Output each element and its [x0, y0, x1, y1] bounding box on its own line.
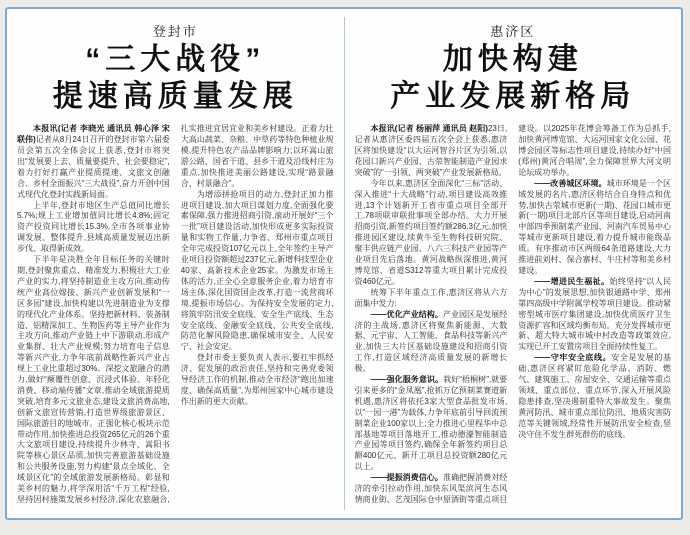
- paragraph-text: 上半年,登封市地区生产总值同比增长5.7%;规上工业增加值同比增长4.8%;固定资产投资同比增长15.3%,全市各项事业协调发展、整体提升,县域高质量发展迈出新步伐、取得新成效。: [17, 200, 170, 254]
- bullet-lead: ——强化服务意识。: [370, 375, 444, 385]
- paragraph: [355, 310, 508, 375]
- headline-huiji-line2: 产业发展新格局: [390, 79, 636, 113]
- paragraph-text: 准确把握消费对经济的牵引拉动作用,加快东风渠滨河生态风情商业街、艺茂国际仓中原酒街等重点项目建设。以2025年花博会筹备工作为总抓手,加快黄河博览馆、大运河国家文化公园、花博会园区等标志性项目建设,持续办好“中国(郑州)黄河合唱周”,全力保障世界大河文明论坛成功举办。: [354, 124, 671, 504]
- article-body-dengfeng: [17, 124, 334, 508]
- headline-dengfeng-line2: 提速高质量发展: [52, 79, 298, 113]
- bullet-lead: ——守牢安全底线。: [534, 353, 612, 363]
- paragraph-text: 今年以来,惠济区全面深化“三标”活动、深入推进“十大战略”行动,项目建设高效推进,13个计划新开工省市重点项目全部开工,78项联审联批事项全部办结。大力开展招商引资,新签约项目签约额286.3亿元,加快推进园区建设,续黄牛至生物科技研究院、聚丰供应链产业园、八六三科技产业园等产业项目先后落地。黄河战略纵深推进,黄河博览馆、省道S312等重大项目累计完成投资460亿元。: [354, 178, 508, 286]
- article-dengfeng: [7, 9, 344, 518]
- paragraph: [17, 201, 170, 256]
- newspaper-clipping: [5, 7, 683, 520]
- paragraph: [518, 179, 671, 277]
- paragraph-text: 统筹下半年重点工作,惠济区将从六方面集中发力:: [354, 287, 508, 308]
- kicker-huiji: 惠济区: [490, 24, 536, 39]
- paragraph-text: 登封市委主要负责人表示,要扛牢抓经济、促发展的政治责任,坚持和完善党委领导经济工作的机制,推动全市经济“跑出加速度、确保高质量”,为郑州国家中心城市建设作出新的更大贡献。: [180, 353, 334, 406]
- bullet-lead: ——优化产业结构。: [370, 309, 443, 319]
- paragraph: [17, 124, 170, 200]
- byline-lead: 本报讯(记者 李晓光 通讯员 韩心泽 宋联伟): [17, 124, 170, 145]
- kicker-dengfeng: 登封市: [152, 24, 198, 39]
- paragraph-text: 记者从8月24日召开的登封市第六届委员会第五次全体会议上获悉,登封市将突出“发展要上去、质量要提升、社会要稳定”,着力打好打赢产业提质提速、文旅文创融合、乡村全面振兴“三大战役”,奋力开创中国式现代化登封实践新局面。: [17, 135, 170, 199]
- paragraph-text: 安全是发展的基础,惠济区将紧盯危险化学品、消防、燃气、建筑施工、房屋安全、交通运输等重点领域、重点部位、重点环节,深入开展风险隐患排查,坚决遏制重特大事故发生。聚焦黄河防汛、城市重点部位防汛、地质灾害防范等关键领域,经常性开展防汛安全检查,坚决守住不发生群死群伤的底线。: [518, 353, 671, 439]
- paragraph: [181, 190, 334, 354]
- paragraph: [355, 124, 508, 179]
- headline-huiji: [355, 42, 672, 115]
- paragraph-text: 栽好“梧桐树”,就要引来更多的“金凤凰”,抢抓万亿预制菜赛道新机遇,惠济区将依托3家大型食品批发市场,以“一园一港”为载体,力争年底前引导回流预制菜企业100家以上;全力推进心里程华中总部基地等项目落地开工,推动德濠智能制造产业园等项目签约,确保全年新签约项目总额400亿元、新开工项目总投资额280亿元以上。: [354, 375, 508, 472]
- paragraph-text: 23日,记者从惠济区委四届五次全会上获悉,惠济区将加快建设“以大运河智谷片区为引领,以花园口新兴产业园、古荥智能制造产业园求突破”的“一引领、两突破”产业发展新格局。: [354, 124, 508, 177]
- bullet-lead: ——改善城区环境。: [534, 178, 607, 188]
- headline-huiji-line1: 加快构建: [442, 43, 583, 76]
- paragraph: [518, 277, 671, 353]
- headline-dengfeng-line1: “三大战役”: [85, 43, 266, 76]
- paragraph: [355, 375, 508, 473]
- byline-lead: 本报讯(记者 杨丽萍 通讯员 赵阳): [370, 124, 488, 134]
- paragraph-text: 下半年是决胜全年目标任务的关键时期,登封聚焦重点、精准发力,积极壮大工业产业的实力,将坚持制造业主攻方向,推动传统产业高位嫁接、新兴产业创新发展和“一区多园”建设,加快构建以先进制造业为支撑的现代化产业体系。坚持把新材料、装备制造、铝精深加工、生物医药等主导产业作为主攻方向,推动产业链上中下游联动,形成产业集群、壮大产业规模;努力培育电子信息等新兴产业,力争年底前战略性新兴产业占规上工业比重超过30%。深挖文旅融合的潜力,做好“颠覆性创意、沉浸式体验、年轻化消费、移动端传播”文章,推动全域旅游提质突破,培育多元文旅业态,建设文旅消费高地,创新文旅宣传营销,打造世界级旅游景区、国际旅游目的地城市。正强化核心板块示范带动作用,加快推进总投资265亿元的26个重大文旅项目建设,持续提升少林寺、嵩阳书院等核心景区品质,加快完善旅游基础设施和公共服务设施,努力构建“景点全域化、全域景区化”的全域旅游发展新格局。彰显和美乡村的魅力,将学深用活“千万工程”经验,坚持因村施策发展乡村经济,深化农旅融合,扎实推进宜居宜业和美乡村建设。正着力壮大高山蔬菜、杂粮、中草药等特色种植业规模,提升特色农产品品牌影响力;以环嵩山旅游公路、国省干道、县乡干道及沿线村庄为重点,加快推进美丽公路建设,实现“路景融合、村景融合”。: [17, 124, 334, 504]
- paragraph-text: 产业园区是发展经济的主战场,惠济区将聚焦新能源、大数据、元宇宙、人工智能、食品科技等新兴产业,加快三大片区基础设施建设和招商引资工作,打造区域经济高质量发展的新增长极。: [354, 309, 508, 374]
- paragraph: [518, 353, 671, 440]
- paragraph-text: 城市环境是一个区域发展的名片,惠济区将结合自身特点和优势,加快古荥城市更新(一期)、花园口城市更新(一期)项目北部片区等项目建设,启动河南中部四季预制菜产业园、河南汽车贸易中心等城市更新项目建设,着力提升城市能级品质。有序推动市区两级64条道路建设,大力推进前刘村、保合寨村、牛庄村等和美乡村建设。: [518, 178, 672, 275]
- bullet-lead: ——提振消费信心。: [370, 473, 443, 483]
- bullet-lead: ——增进民生福祉。: [534, 276, 610, 286]
- headline-dengfeng: [17, 42, 334, 115]
- paragraph: [181, 353, 334, 408]
- article-huiji: [345, 9, 682, 518]
- article-body-huiji: [355, 124, 672, 508]
- paragraph: [355, 288, 508, 310]
- paragraph-text: 为增添拼抢项目的动力,登封正加力推进项目建设,加大项目谋划力度,全面强化要素保障,强力推进招商引资,滚动开展好“三个一批”项目建设活动,加快形成更多实际投资量和实物工作量,力争省、郑州市重点项目全年完成投资107亿元以上,全年签约主导产业项目投资额超过237亿元,新增科技型企业40家、高新技术企业25家。为激发市场主体的活力,正全心全意服务企业,着力培育市场主体,深化国资国企改革,打造一流营商环境,提振市场信心。为保持安全发展的定力,将筑牢防汛安全底线、安全生产底线、生态安全底线、金融安全底线、公共安全底线,防范化解风险隐患,确保城市安全、人民安宁、社会安定。: [180, 189, 334, 352]
- paragraph: [355, 179, 508, 288]
- paragraph-text: 始终坚持“以人民为中心”的发展思想,加快银通路中学、郑州第四高级中学附属学校等项目建设。推动紧密型城市医疗集团建设,加快优质医疗卫生资源扩容和区域均衡布局。充分发挥城市更新、超大特大城市城中村改造等政策效应,实现已开工安置房项目全面持续性复工。: [518, 276, 671, 352]
